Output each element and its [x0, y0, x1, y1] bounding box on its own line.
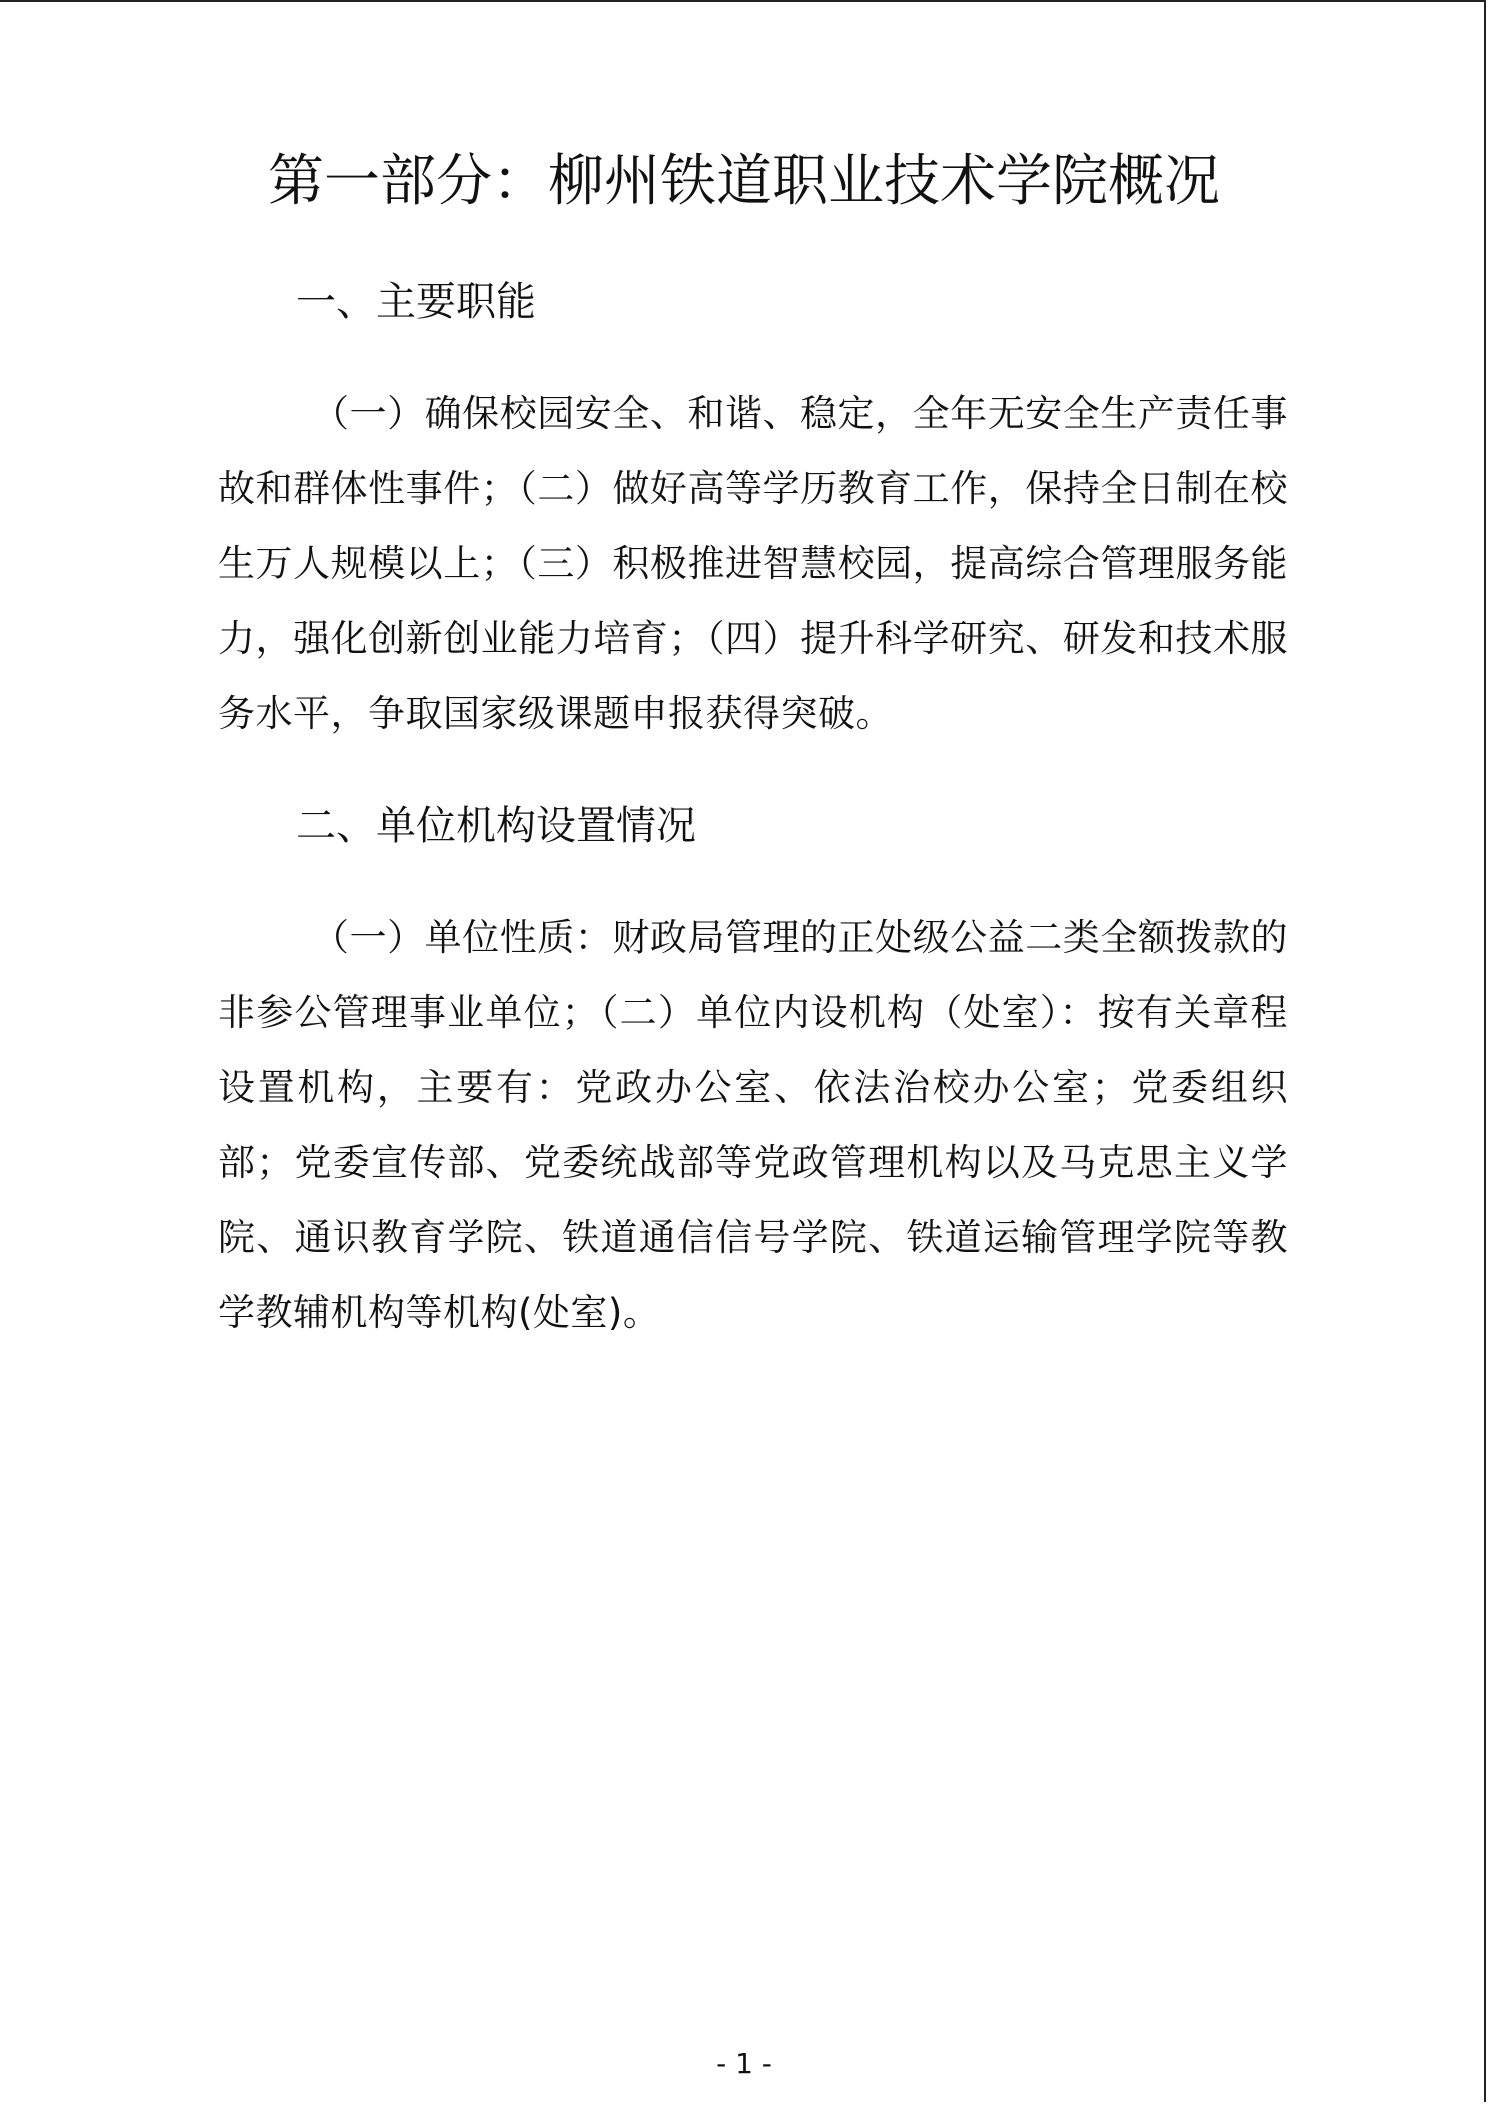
page-title: 第一部分：柳州铁道职业技术学院概况	[268, 149, 1220, 214]
section-heading-organization: 二、单位机构设置情况	[296, 803, 696, 849]
section-paragraph-organization: （一）单位性质：财政局管理的正处级公益二类全额拨款的非参公管理事业单位；（二）单位内设机构（处室）：按有关章程设置机构，主要有：党政办公室、依法治校办公室；党委组织部；党委宣传部、党委统战部等党政管理机构以及马克思主义学院、通识教育学院、铁道通信信号学院、铁道运输管理学院等教学教辅机构等机构(处室)。	[218, 916, 1288, 1334]
page-number: - 1 -	[716, 2047, 772, 2080]
section-heading-main-functions: 一、主要职能	[296, 279, 536, 325]
section-paragraph-main-functions: （一）确保校园安全、和谐、稳定，全年无安全生产责任事故和群体性事件；（二）做好高等学历教育工作，保持全日制在校生万人规模以上；（三）积极推进智慧校园，提高综合管理服务能力，强化创新创业能力培育；（四）提升科学研究、研发和技术服务水平，争取国家级课题申报获得突破。	[218, 392, 1288, 735]
